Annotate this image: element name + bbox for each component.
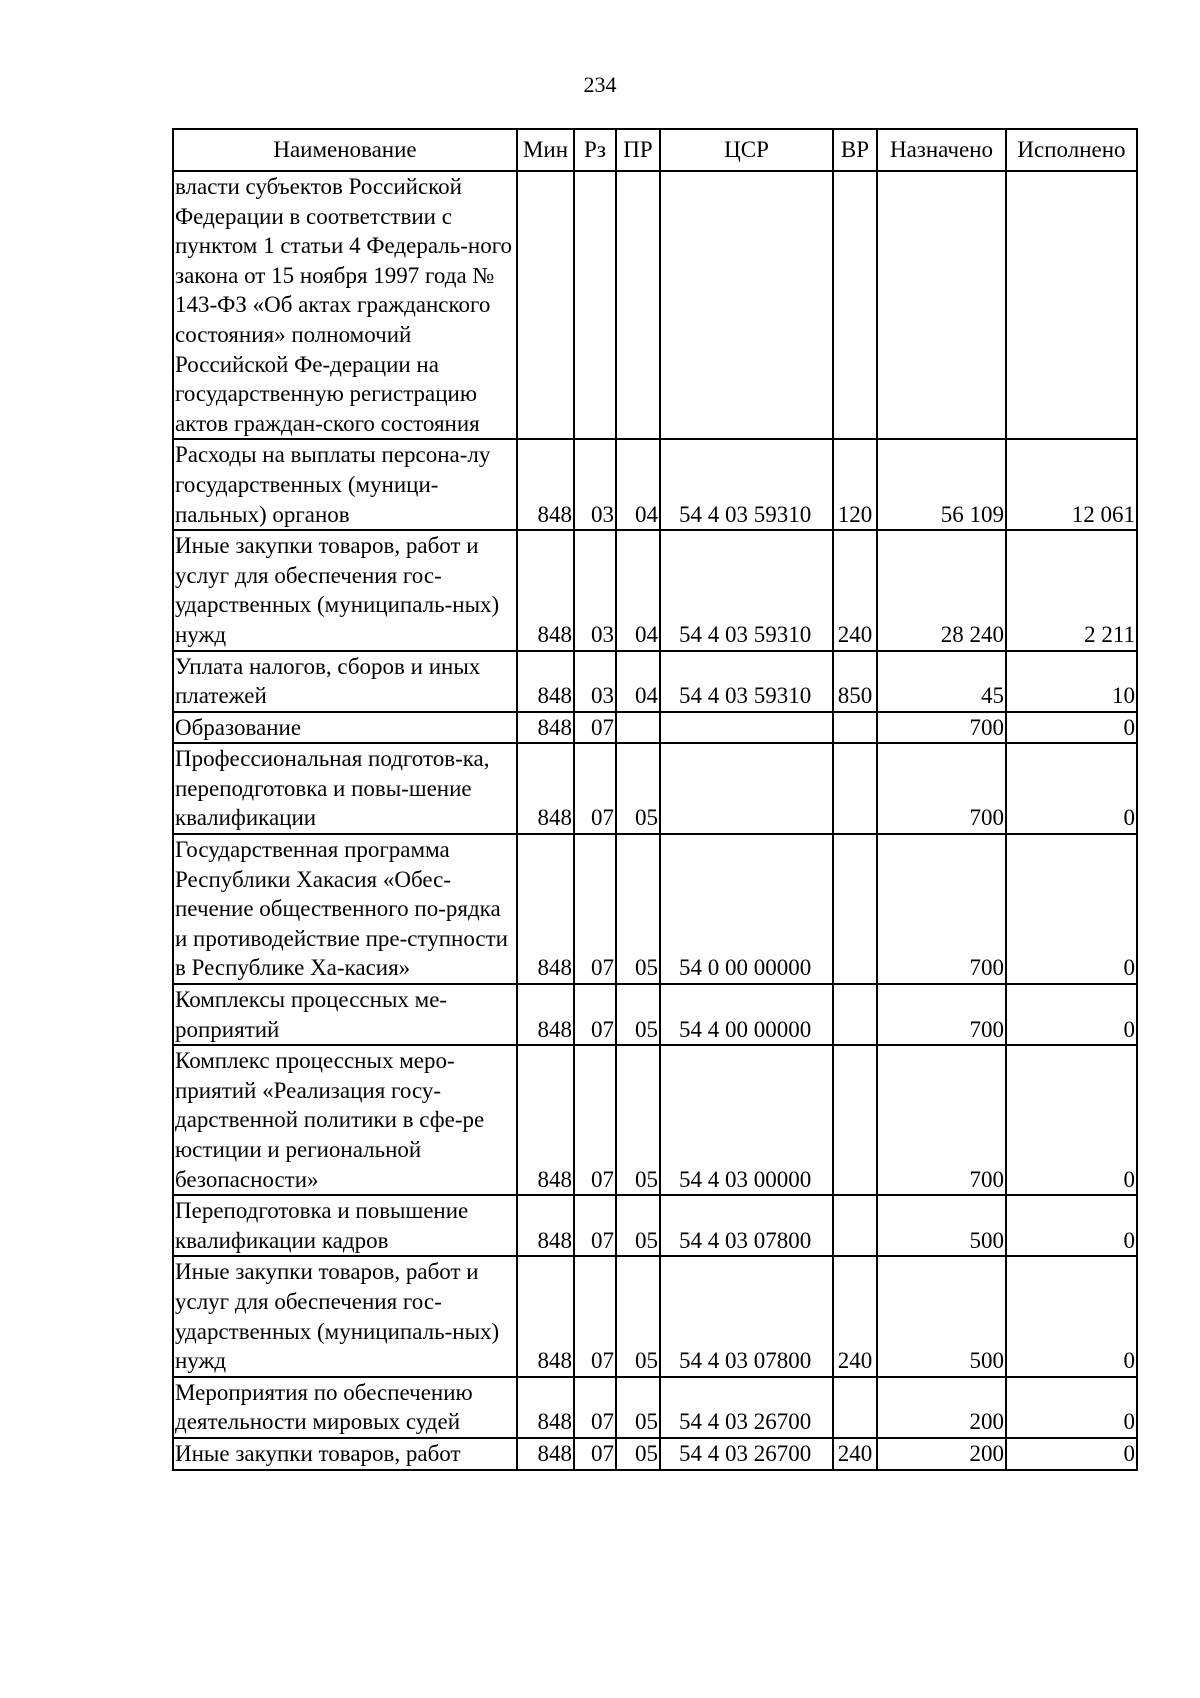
cell-csr bbox=[660, 743, 833, 834]
cell-pr: 05 bbox=[616, 984, 660, 1045]
cell-min: 848 bbox=[517, 530, 574, 650]
table-row bbox=[173, 712, 1137, 744]
cell-rz: 07 bbox=[574, 1045, 616, 1195]
cell-pr: 05 bbox=[616, 1256, 660, 1376]
cell-min: 848 bbox=[517, 1438, 574, 1470]
cell-min: 848 bbox=[517, 1377, 574, 1438]
cell-rz: 03 bbox=[574, 439, 616, 530]
cell-rz: 03 bbox=[574, 651, 616, 712]
header-csr: ЦСР bbox=[660, 129, 833, 171]
cell-csr: 54 4 03 59310 bbox=[660, 530, 833, 650]
cell-ispolneno bbox=[1006, 171, 1137, 439]
table-row bbox=[173, 1438, 1137, 1470]
cell-csr bbox=[660, 171, 833, 439]
cell-rz: 07 bbox=[574, 712, 616, 744]
table-row bbox=[173, 1195, 1137, 1256]
cell-csr: 54 4 03 26700 bbox=[660, 1377, 833, 1438]
cell-naznacheno: 700 bbox=[877, 984, 1006, 1045]
cell-pr: 04 bbox=[616, 651, 660, 712]
cell-name: Иные закупки товаров, работ и услуг для обеспечения гос-ударственных (муниципаль-ных) нужд bbox=[173, 1256, 517, 1376]
cell-csr: 54 4 03 59310 bbox=[660, 439, 833, 530]
cell-name: Иные закупки товаров, работ bbox=[173, 1438, 517, 1470]
cell-pr: 05 bbox=[616, 1045, 660, 1195]
cell-vr bbox=[833, 1045, 877, 1195]
table-row bbox=[173, 743, 1137, 834]
cell-naznacheno: 700 bbox=[877, 1045, 1006, 1195]
header-rz: Рз bbox=[574, 129, 616, 171]
cell-rz: 07 bbox=[574, 1256, 616, 1376]
cell-pr bbox=[616, 171, 660, 439]
table-row bbox=[173, 439, 1137, 530]
cell-naznacheno bbox=[877, 171, 1006, 439]
cell-min: 848 bbox=[517, 743, 574, 834]
cell-min: 848 bbox=[517, 439, 574, 530]
cell-rz: 07 bbox=[574, 834, 616, 984]
cell-csr: 54 4 03 26700 bbox=[660, 1438, 833, 1470]
header-name: Наименование bbox=[173, 129, 517, 171]
cell-name: Уплата налогов, сборов и иных платежей bbox=[173, 651, 517, 712]
cell-naznacheno: 500 bbox=[877, 1256, 1006, 1376]
budget-table bbox=[172, 128, 1138, 1471]
header-ispolneno: Исполнено bbox=[1006, 129, 1137, 171]
cell-rz: 03 bbox=[574, 530, 616, 650]
table-row bbox=[173, 530, 1137, 650]
cell-pr: 05 bbox=[616, 743, 660, 834]
cell-rz: 07 bbox=[574, 1438, 616, 1470]
cell-vr bbox=[833, 984, 877, 1045]
cell-naznacheno: 56 109 bbox=[877, 439, 1006, 530]
cell-name: Государственная программа Республики Хакасия «Обес-печение общественного по-рядка и противодействие пре-ступности в Республике Ха-касия» bbox=[173, 834, 517, 984]
cell-name: Мероприятия по обеспечению деятельности мировых судей bbox=[173, 1377, 517, 1438]
cell-min bbox=[517, 171, 574, 439]
cell-min: 848 bbox=[517, 1195, 574, 1256]
cell-vr: 240 bbox=[833, 1438, 877, 1470]
cell-pr: 05 bbox=[616, 1377, 660, 1438]
cell-min: 848 bbox=[517, 1256, 574, 1376]
cell-min: 848 bbox=[517, 984, 574, 1045]
header-pr: ПР bbox=[616, 129, 660, 171]
cell-rz bbox=[574, 171, 616, 439]
cell-name: власти субъектов Российской Федерации в соответствии с пунктом 1 статьи 4 Федераль-ного закона от 15 ноября 1997 года № 143-ФЗ «Об актах гражданского состояния» полномочий Российской Фе-дерации на государственную регистрацию актов граждан-ского состояния bbox=[173, 171, 517, 439]
table-row bbox=[173, 984, 1137, 1045]
cell-name: Комплекс процессных меро-приятий «Реализация госу-дарственной политики в сфе-ре юстиции и региональной безопасности» bbox=[173, 1045, 517, 1195]
cell-ispolneno: 0 bbox=[1006, 984, 1137, 1045]
cell-csr: 54 4 03 07800 bbox=[660, 1256, 833, 1376]
header-naznacheno: Назначено bbox=[877, 129, 1006, 171]
cell-vr: 240 bbox=[833, 1256, 877, 1376]
cell-ispolneno: 0 bbox=[1006, 743, 1137, 834]
cell-csr bbox=[660, 712, 833, 744]
cell-csr: 54 4 03 59310 bbox=[660, 651, 833, 712]
cell-naznacheno: 500 bbox=[877, 1195, 1006, 1256]
header-min: Мин bbox=[517, 129, 574, 171]
cell-pr: 04 bbox=[616, 439, 660, 530]
cell-vr bbox=[833, 743, 877, 834]
cell-min: 848 bbox=[517, 651, 574, 712]
cell-ispolneno: 0 bbox=[1006, 1195, 1137, 1256]
cell-min: 848 bbox=[517, 1045, 574, 1195]
cell-name: Профессиональная подготов-ка, переподготовка и повы-шение квалификации bbox=[173, 743, 517, 834]
table-row bbox=[173, 1045, 1137, 1195]
page-number: 234 bbox=[583, 72, 617, 97]
cell-rz: 07 bbox=[574, 1377, 616, 1438]
cell-ispolneno: 2 211 bbox=[1006, 530, 1137, 650]
cell-naznacheno: 200 bbox=[877, 1438, 1006, 1470]
cell-csr: 54 4 03 00000 bbox=[660, 1045, 833, 1195]
cell-pr: 05 bbox=[616, 1438, 660, 1470]
cell-ispolneno: 0 bbox=[1006, 1045, 1137, 1195]
cell-naznacheno: 28 240 bbox=[877, 530, 1006, 650]
cell-vr bbox=[833, 834, 877, 984]
header-vr: ВР bbox=[833, 129, 877, 171]
cell-name: Образование bbox=[173, 712, 517, 744]
cell-pr bbox=[616, 712, 660, 744]
cell-name: Расходы на выплаты персона-лу государственных (муници-пальных) органов bbox=[173, 439, 517, 530]
cell-name: Комплексы процессных ме-роприятий bbox=[173, 984, 517, 1045]
cell-ispolneno: 12 061 bbox=[1006, 439, 1137, 530]
cell-name: Переподготовка и повышение квалификации кадров bbox=[173, 1195, 517, 1256]
cell-csr: 54 4 03 07800 bbox=[660, 1195, 833, 1256]
cell-rz: 07 bbox=[574, 1195, 616, 1256]
cell-naznacheno: 700 bbox=[877, 743, 1006, 834]
cell-vr: 240 bbox=[833, 530, 877, 650]
table-header-row bbox=[173, 129, 1137, 171]
cell-pr: 05 bbox=[616, 834, 660, 984]
cell-vr bbox=[833, 1195, 877, 1256]
table-row bbox=[173, 1377, 1137, 1438]
cell-csr: 54 4 00 00000 bbox=[660, 984, 833, 1045]
cell-vr: 850 bbox=[833, 651, 877, 712]
cell-naznacheno: 700 bbox=[877, 834, 1006, 984]
table-row bbox=[173, 1256, 1137, 1376]
cell-pr: 04 bbox=[616, 530, 660, 650]
cell-ispolneno: 0 bbox=[1006, 1377, 1137, 1438]
table-row bbox=[173, 171, 1137, 439]
cell-rz: 07 bbox=[574, 743, 616, 834]
cell-min: 848 bbox=[517, 712, 574, 744]
cell-vr bbox=[833, 712, 877, 744]
cell-ispolneno: 0 bbox=[1006, 712, 1137, 744]
cell-ispolneno: 0 bbox=[1006, 834, 1137, 984]
table-body bbox=[173, 171, 1137, 1470]
cell-naznacheno: 700 bbox=[877, 712, 1006, 744]
table-row bbox=[173, 651, 1137, 712]
cell-vr: 120 bbox=[833, 439, 877, 530]
cell-ispolneno: 0 bbox=[1006, 1438, 1137, 1470]
table-row bbox=[173, 834, 1137, 984]
cell-vr bbox=[833, 1377, 877, 1438]
cell-min: 848 bbox=[517, 834, 574, 984]
cell-pr: 05 bbox=[616, 1195, 660, 1256]
cell-rz: 07 bbox=[574, 984, 616, 1045]
cell-naznacheno: 200 bbox=[877, 1377, 1006, 1438]
cell-naznacheno: 45 bbox=[877, 651, 1006, 712]
cell-csr: 54 0 00 00000 bbox=[660, 834, 833, 984]
cell-vr bbox=[833, 171, 877, 439]
cell-name: Иные закупки товаров, работ и услуг для обеспечения гос-ударственных (муниципаль-ных) нужд bbox=[173, 530, 517, 650]
cell-ispolneno: 10 bbox=[1006, 651, 1137, 712]
cell-ispolneno: 0 bbox=[1006, 1256, 1137, 1376]
